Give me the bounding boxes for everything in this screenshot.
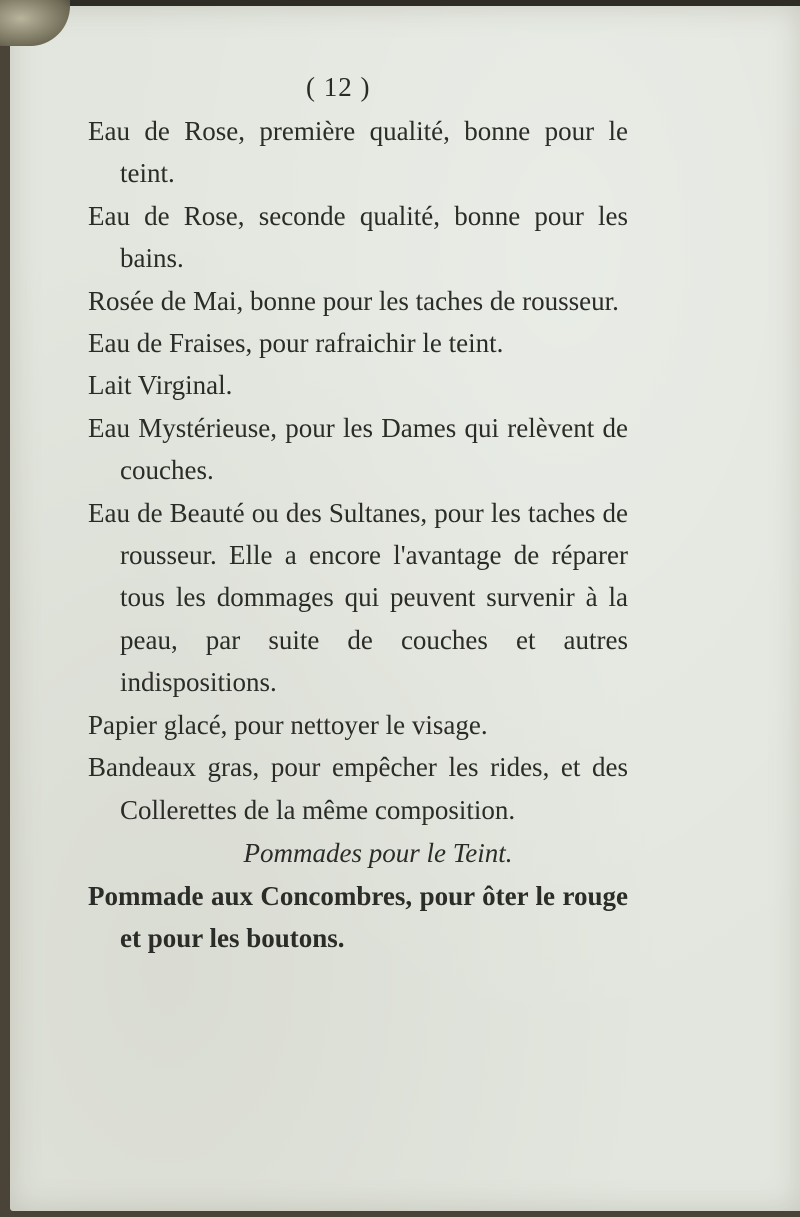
- entry-eau-de-beaute: Eau de Beauté ou des Sultanes, pour les taches de rousseur. Elle a encore l'avantage de réparer tous les dommages qui peuvent survenir à la peau, par suite de couches et autres indispositions.: [88, 497, 628, 698]
- entry-eau-de-fraises: Eau de Fraises, pour rafraichir le teint.: [88, 328, 504, 359]
- entry-eau-de-rose-premiere: Eau de Rose, première qualité, bonne pour le teint.: [88, 116, 628, 189]
- section-heading: Pommades pour le Teint.: [243, 837, 513, 868]
- entry-lait-virginal: Lait Virginal.: [88, 370, 233, 401]
- page-text-block: [88, 110, 628, 960]
- entry-rosee-de-mai: Rosée de Mai, bonne pour les taches de rousseur.: [88, 285, 619, 316]
- entry-papier-glace: Papier glacé, pour nettoyer le visage.: [88, 709, 488, 740]
- entry-pommade-concombres: Pommade aux Concombres, pour ôter le rouge et pour les boutons.: [88, 880, 628, 954]
- entry-eau-mysterieuse: Eau Mystérieuse, pour les Dames qui relèvent de couches.: [88, 412, 628, 486]
- entry-bandeaux-gras: Bandeaux gras, pour empêcher les rides, et des Collerettes de la même composition.: [88, 752, 628, 825]
- page-number: ( 12 ): [306, 72, 371, 102]
- entry-eau-de-rose-seconde: Eau de Rose, seconde qualité, bonne pour les bains.: [88, 200, 628, 274]
